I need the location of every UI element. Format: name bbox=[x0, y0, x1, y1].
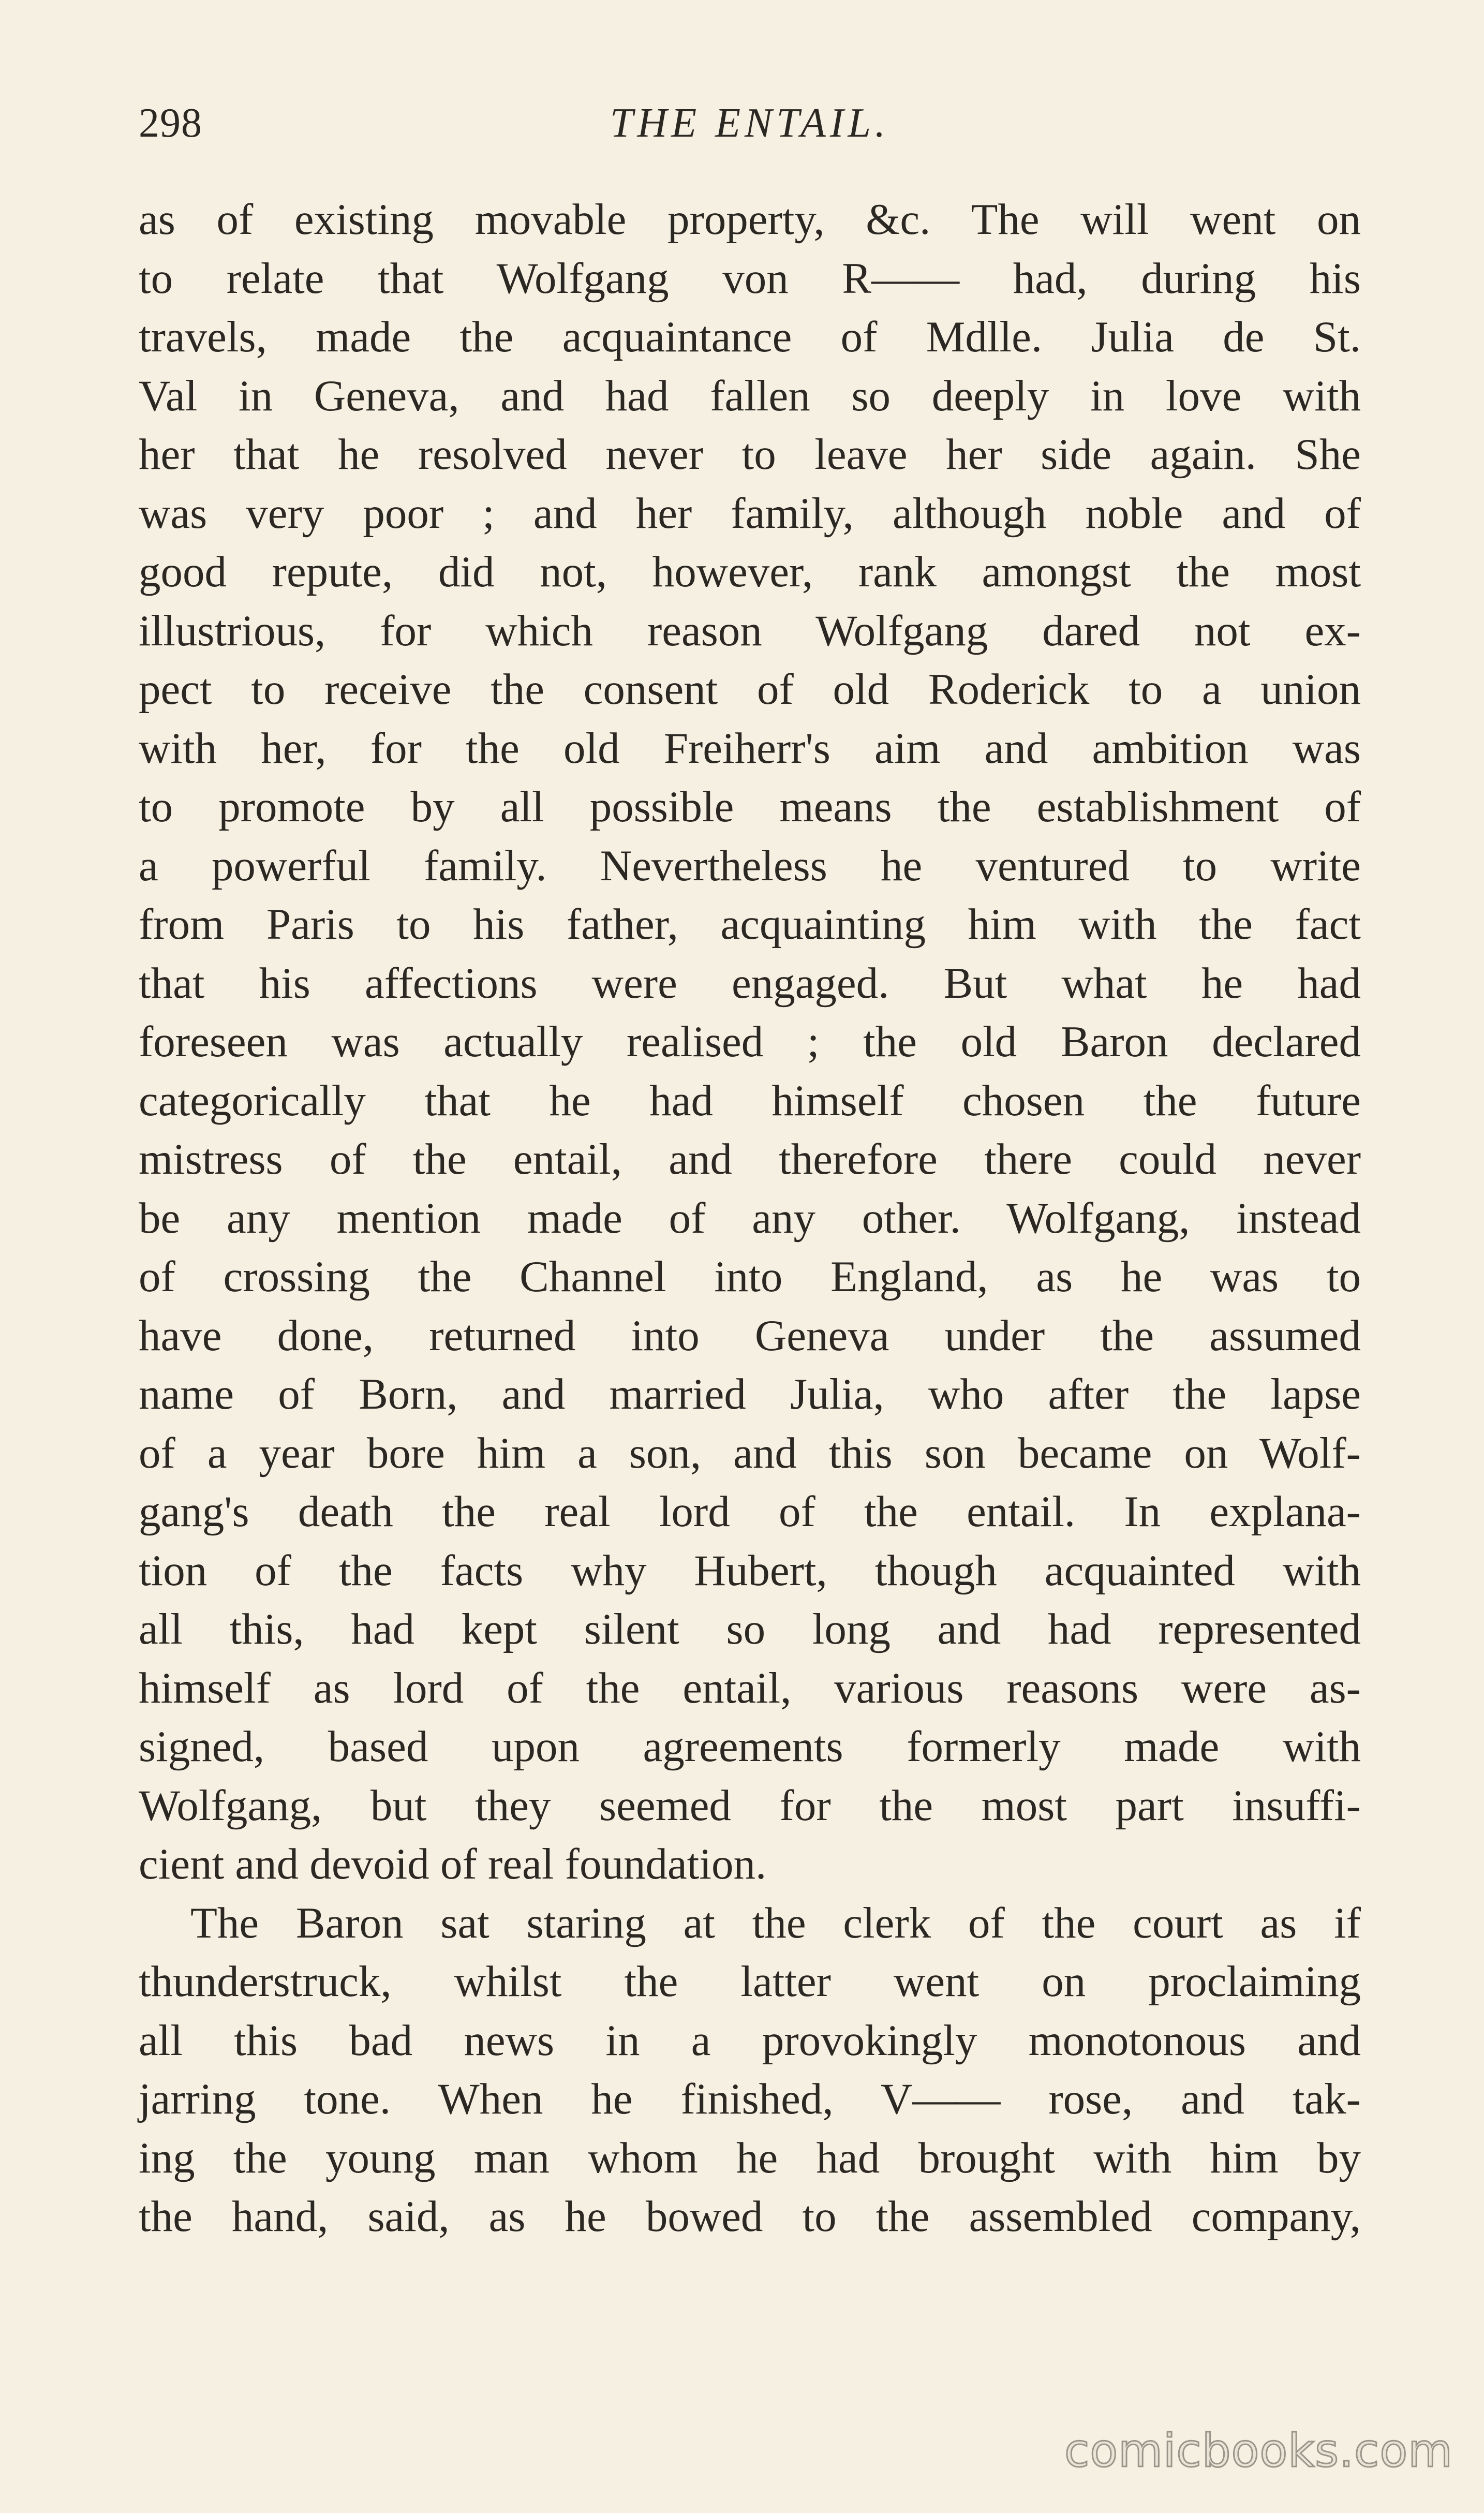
page-header bbox=[139, 92, 1361, 154]
body-text bbox=[139, 190, 1361, 2246]
text-line: was very poor ; and her family, although noble and of bbox=[139, 489, 1361, 538]
text-line: himself as lord of the entail, various reasons were as- bbox=[139, 1663, 1361, 1712]
text-line: mistress of the entail, and therefore there could never bbox=[139, 1135, 1361, 1184]
text-line: all this bad news in a provokingly monotonous and bbox=[139, 2016, 1361, 2065]
page-number: 298 bbox=[139, 100, 202, 146]
text-line: of crossing the Channel into England, as he was to bbox=[139, 1252, 1361, 1301]
text-line: gang's death the real lord of the entail. In explana- bbox=[139, 1487, 1361, 1536]
text-line: the hand, said, as he bowed to the assembled company, bbox=[139, 2192, 1361, 2241]
text-line: from Paris to his father, acquainting him with the fact bbox=[139, 900, 1361, 949]
text-line: good repute, did not, however, rank amongst the most bbox=[139, 548, 1361, 596]
text-line: signed, based upon agreements formerly made with bbox=[139, 1722, 1361, 1771]
text-line: ing the young man whom he had brought with him by bbox=[139, 2133, 1361, 2182]
text-line: foreseen was actually realised ; the old Baron declared bbox=[139, 1017, 1361, 1066]
text-line: Val in Geneva, and had fallen so deeply in love with bbox=[139, 371, 1361, 420]
text-line: pect to receive the consent of old Roderick to a union bbox=[139, 665, 1361, 714]
text-line: to relate that Wolfgang von R—— had, during his bbox=[139, 254, 1361, 303]
text-line: travels, made the acquaintance of Mdlle. Julia de St. bbox=[139, 313, 1361, 361]
text-line: with her, for the old Freiherr's aim and ambition was bbox=[139, 723, 1361, 773]
text-line: tion of the facts why Hubert, though acquainted with bbox=[139, 1546, 1361, 1595]
text-line: thunderstruck, whilst the latter went on proclaiming bbox=[139, 1957, 1361, 2006]
text-line: jarring tone. When he finished, V—— rose, and tak- bbox=[139, 2075, 1361, 2123]
text-line: that his affections were engaged. But what he had bbox=[139, 958, 1361, 1008]
text-line: be any mention made of any other. Wolfgang, instead bbox=[139, 1193, 1361, 1243]
text-line: all this, had kept silent so long and had represented bbox=[139, 1605, 1361, 1653]
text-line: name of Born, and married Julia, who after the lapse bbox=[139, 1370, 1361, 1418]
text-line: categorically that he had himself chosen the future bbox=[139, 1076, 1361, 1125]
text-line: her that he resolved never to leave her side again. She bbox=[139, 430, 1361, 479]
text-line: of a year bore him a son, and this son became on Wolf- bbox=[139, 1428, 1361, 1477]
text-line: illustrious, for which reason Wolfgang dared not ex- bbox=[139, 606, 1361, 655]
paragraph bbox=[139, 190, 1361, 1894]
watermark-logo: comicbooks.com bbox=[1064, 2424, 1453, 2477]
text-line: have done, returned into Geneva under the assumed bbox=[139, 1311, 1361, 1360]
text-line: Wolfgang, but they seemed for the most part insuffi- bbox=[139, 1781, 1361, 1830]
text-line: as of existing movable property, &c. The will went on bbox=[139, 195, 1361, 244]
text-line: a powerful family. Nevertheless he ventured to write bbox=[139, 841, 1361, 890]
text-line: to promote by all possible means the establishment of bbox=[139, 782, 1361, 831]
running-title: THE ENTAIL. bbox=[610, 100, 889, 146]
text-line: The Baron sat staring at the clerk of the court as if bbox=[190, 1898, 1361, 1947]
text-line: cient and devoid of real foundation. bbox=[139, 1840, 767, 1888]
paragraph bbox=[139, 1894, 1361, 2246]
